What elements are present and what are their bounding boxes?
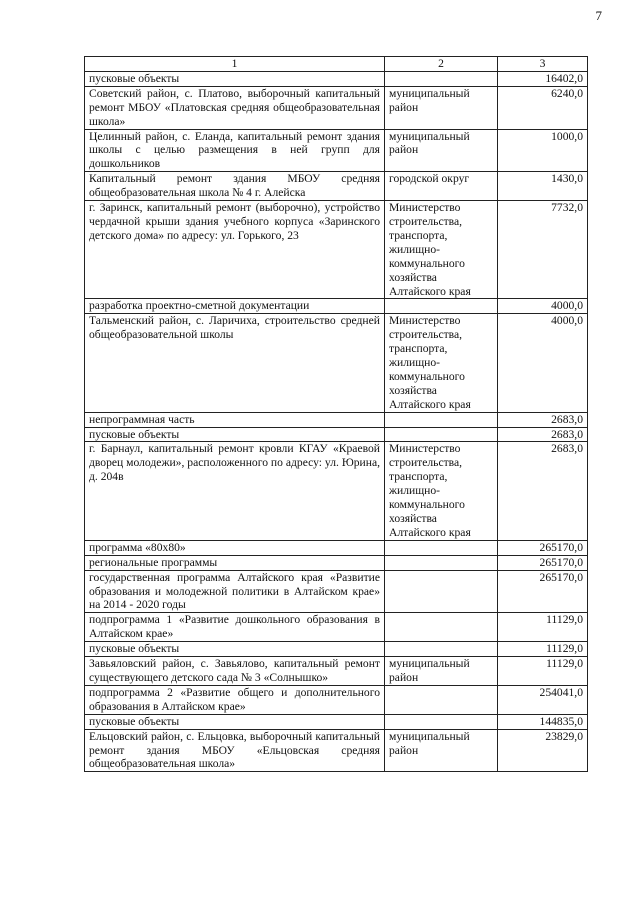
table-row [85, 71, 588, 86]
row-responsible [385, 412, 498, 427]
row-amount: 7732,0 [498, 201, 588, 299]
row-description: Целинный район, с. Еланда, капитальный ремонт здания школы с целью размещения в ней групп для дошкольников [85, 129, 385, 172]
row-description: непрограммная часть [85, 412, 385, 427]
row-amount: 4000,0 [498, 299, 588, 314]
page-number: 7 [595, 8, 602, 23]
row-description: программа «80х80» [85, 540, 385, 555]
row-responsible [385, 613, 498, 642]
table-row [85, 570, 588, 613]
row-amount: 144835,0 [498, 714, 588, 729]
row-responsible: муниципальный район [385, 657, 498, 686]
row-responsible: Министерство строительства, транспорта, жилищно-коммунального хозяйства Алтайского края [385, 314, 498, 412]
row-amount: 265170,0 [498, 555, 588, 570]
table-row [85, 442, 588, 540]
row-responsible [385, 299, 498, 314]
row-responsible: городской округ [385, 172, 498, 201]
row-description: подпрограмма 2 «Развитие общего и дополнительного образования в Алтайском крае» [85, 685, 385, 714]
row-description: пусковые объекты [85, 642, 385, 657]
row-description: разработка проектно-сметной документации [85, 299, 385, 314]
row-amount: 11129,0 [498, 613, 588, 642]
row-amount: 2683,0 [498, 412, 588, 427]
table-row [85, 299, 588, 314]
row-amount: 2683,0 [498, 427, 588, 442]
table-row [85, 729, 588, 772]
header-col-2: 2 [385, 57, 498, 72]
row-responsible [385, 642, 498, 657]
row-responsible [385, 685, 498, 714]
row-responsible: Министерство строительства, транспорта, жилищно-коммунального хозяйства Алтайского края [385, 201, 498, 299]
row-description: государственная программа Алтайского края «Развитие образования и молодежной политики в Алтайском крае» на 2014 - 2020 годы [85, 570, 385, 613]
table-row [85, 86, 588, 129]
row-responsible [385, 427, 498, 442]
row-description: пусковые объекты [85, 71, 385, 86]
table-row [85, 201, 588, 299]
table-row [85, 714, 588, 729]
row-amount: 6240,0 [498, 86, 588, 129]
table-row [85, 314, 588, 412]
row-amount: 2683,0 [498, 442, 588, 540]
row-description: г. Заринск, капитальный ремонт (выборочно), устройство чердачной крыши здания учебного корпуса «Заринского детского дома» по адресу: ул. Горького, 23 [85, 201, 385, 299]
row-amount: 1430,0 [498, 172, 588, 201]
row-amount: 11129,0 [498, 657, 588, 686]
row-responsible [385, 570, 498, 613]
row-amount: 254041,0 [498, 685, 588, 714]
table-row [85, 172, 588, 201]
row-responsible: муниципальный район [385, 729, 498, 772]
row-responsible [385, 540, 498, 555]
table-row [85, 129, 588, 172]
budget-table [84, 56, 588, 772]
header-col-1: 1 [85, 57, 385, 72]
header-row [85, 57, 588, 72]
row-responsible [385, 71, 498, 86]
row-responsible [385, 714, 498, 729]
row-amount: 16402,0 [498, 71, 588, 86]
table-row [85, 412, 588, 427]
row-amount: 1000,0 [498, 129, 588, 172]
table-row [85, 685, 588, 714]
row-amount: 4000,0 [498, 314, 588, 412]
row-amount: 265170,0 [498, 540, 588, 555]
table-row [85, 555, 588, 570]
row-description: Завьяловский район, с. Завьялово, капитальный ремонт существующего детского сада № 3 «Солнышко» [85, 657, 385, 686]
row-description: пусковые объекты [85, 714, 385, 729]
row-amount: 23829,0 [498, 729, 588, 772]
row-description: пусковые объекты [85, 427, 385, 442]
table-row [85, 613, 588, 642]
row-description: Тальменский район, с. Ларичиха, строительство средней общеобразовательной школы [85, 314, 385, 412]
row-responsible: муниципальный район [385, 129, 498, 172]
row-description: Капитальный ремонт здания МБОУ средняя общеобразовательная школа № 4 г. Алейска [85, 172, 385, 201]
table-row [85, 642, 588, 657]
row-description: Ельцовский район, с. Ельцовка, выборочный капитальный ремонт здания МБОУ «Ельцовская средняя общеобразовательная школа» [85, 729, 385, 772]
row-description: г. Барнаул, капитальный ремонт кровли КГАУ «Краевой дворец молодежи», расположенного по адресу: ул. Юрина, д. 204в [85, 442, 385, 540]
table-row [85, 657, 588, 686]
header-col-3: 3 [498, 57, 588, 72]
row-responsible [385, 555, 498, 570]
row-amount: 265170,0 [498, 570, 588, 613]
row-description: региональные программы [85, 555, 385, 570]
row-description: Советский район, с. Платово, выборочный капитальный ремонт МБОУ «Платовская средняя общеобразовательная школа» [85, 86, 385, 129]
table-row [85, 540, 588, 555]
row-responsible: Министерство строительства, транспорта, жилищно-коммунального хозяйства Алтайского края [385, 442, 498, 540]
table-row [85, 427, 588, 442]
row-amount: 11129,0 [498, 642, 588, 657]
row-responsible: муниципальный район [385, 86, 498, 129]
row-description: подпрограмма 1 «Развитие дошкольного образования в Алтайском крае» [85, 613, 385, 642]
